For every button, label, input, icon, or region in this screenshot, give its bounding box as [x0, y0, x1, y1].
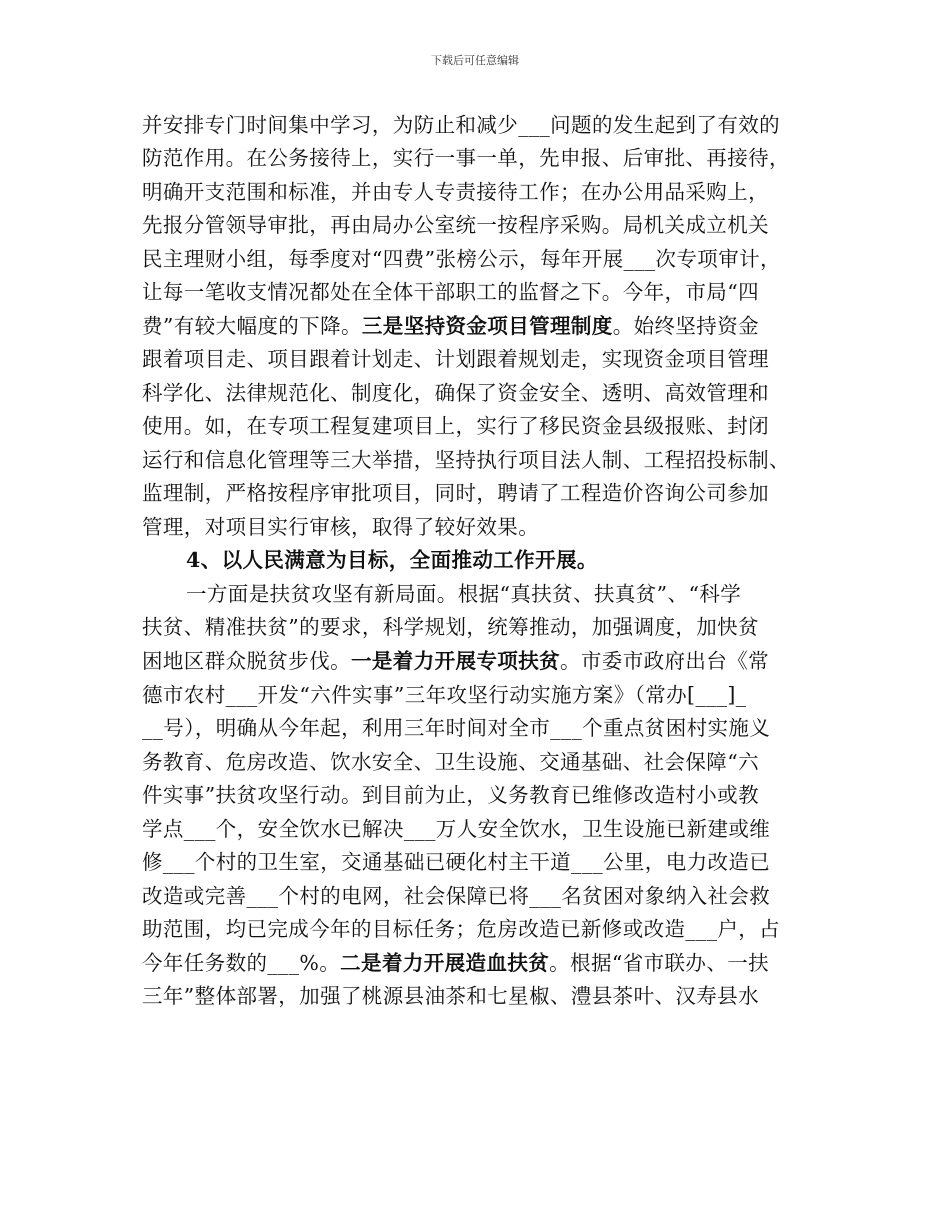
text-run: 运行和信息化管理等三大举措，坚持执行项目法人制、工程招投标制、 [142, 448, 790, 472]
bold-heading-text: 一是着力开展专项扶贫 [351, 649, 560, 673]
text-run: 明确开支范围和标准，并由专人专责接待工作；在办公用品采购上， [142, 180, 769, 204]
text-line [142, 745, 822, 779]
text-line [142, 510, 822, 544]
text-run: 务教育、危房改造、饮水安全、卫生设施、交通基础、社会保障“六 [142, 750, 759, 774]
text-run: 德市农村___开发“六件实事”三年攻坚行动实施方案》（常办[___]_ [142, 683, 747, 707]
text-line [142, 644, 822, 678]
text-line [142, 912, 822, 946]
text-run: 今年任务数的___%。 [142, 951, 341, 975]
text-line [142, 778, 822, 812]
text-run: 件实事”扶贫攻坚行动。到目前为止，义务教育已维修改造村小或教 [142, 783, 759, 807]
text-run: 费”有较大幅度的下降。 [142, 314, 362, 338]
text-line [142, 476, 822, 510]
text-run: 防范作用。在公务接待上，实行一事一单，先申报、后审批、再接待， [142, 146, 790, 170]
text-run: __号），明确从今年起，利用三年时间对全市___个重点贫困村实施义 [142, 716, 771, 740]
text-line [142, 208, 822, 242]
text-line [142, 845, 822, 879]
text-line [142, 242, 822, 276]
text-run: 一方面是扶贫攻坚有新局面。根据“真扶贫、扶真贫”、“科学 [186, 582, 742, 606]
text-run: 改造或完善___个村的电网，社会保障已将___名贫困对象纳入社会救 [142, 884, 771, 908]
text-run: 科学化、法律规范化、制度化，确保了资金安全、透明、高效管理和 [142, 381, 769, 405]
text-run: 跟着项目走、项目跟着计划走、计划跟着规划走，实现资金项目管理 [142, 347, 769, 371]
text-run: 。根据“省市联办、一扶 [549, 951, 770, 975]
bold-heading-text: 三是坚持资金项目管理制度 [361, 314, 613, 338]
text-run: 学点___个，安全饮水已解决___万人安全饮水，卫生设施已新建或维 [142, 817, 771, 841]
text-run: 。市委市政府出台《常 [560, 649, 769, 673]
text-line [142, 175, 822, 209]
text-line [142, 376, 822, 410]
text-line [142, 409, 822, 443]
text-run: 困地区群众脱贫步伐。 [142, 649, 351, 673]
text-run: 监理制，严格按程序审批项目，同时，聘请了工程造价咨询公司参加 [142, 481, 769, 505]
text-line [186, 577, 866, 611]
text-line [142, 342, 822, 376]
text-line [142, 812, 822, 846]
text-line [142, 946, 822, 980]
text-line [142, 678, 822, 712]
text-run: 民主理财小组，每季度对“四费”张榜公示，每年开展___次专项审计， [142, 247, 781, 271]
bold-heading-text: 4、以人民满意为目标，全面推动工作开展。 [186, 548, 598, 572]
text-run: 管理，对项目实行审核，取得了较好效果。 [142, 515, 540, 539]
text-run: 先报分管领导审批，再由局办公室统一按程序采购。局机关成立机关 [142, 213, 769, 237]
text-run: 使用。如，在专项工程复建项目上，实行了移民资金县级报账、封闭 [142, 414, 769, 438]
text-line [142, 141, 822, 175]
page-header: 下载后可任意编辑 [431, 54, 519, 67]
text-run: 修___个村的卫生室，交通基础已硬化村主干道___公里，电力改造已 [142, 850, 771, 874]
text-line [142, 879, 822, 913]
text-line [142, 275, 822, 309]
text-run: 让每一笔收支情况都处在全体干部职工的监督之下。今年，市局“四 [142, 280, 759, 304]
text-line [142, 711, 822, 745]
text-run: 。始终坚持资金 [612, 314, 760, 338]
text-line [142, 979, 822, 1013]
text-line [142, 610, 822, 644]
text-line [142, 309, 822, 343]
bold-heading-text: 二是着力开展造血扶贫 [340, 951, 550, 975]
text-line [142, 108, 822, 142]
text-run: 助范围，均已完成今年的目标任务；危房改造已新修或改造___户，占 [142, 917, 781, 941]
text-line [142, 443, 822, 477]
text-run: 三年”整体部署，加强了桃源县油茶和七星椒、澧县茶叶、汉寿县水 [142, 984, 759, 1008]
text-run: 扶贫、精准扶贫”的要求，科学规划，统筹推动，加强调度，加快贫 [142, 615, 759, 639]
text-run: 并安排专门时间集中学习，为防止和减少___问题的发生起到了有效的 [142, 113, 781, 137]
text-line [186, 543, 866, 577]
